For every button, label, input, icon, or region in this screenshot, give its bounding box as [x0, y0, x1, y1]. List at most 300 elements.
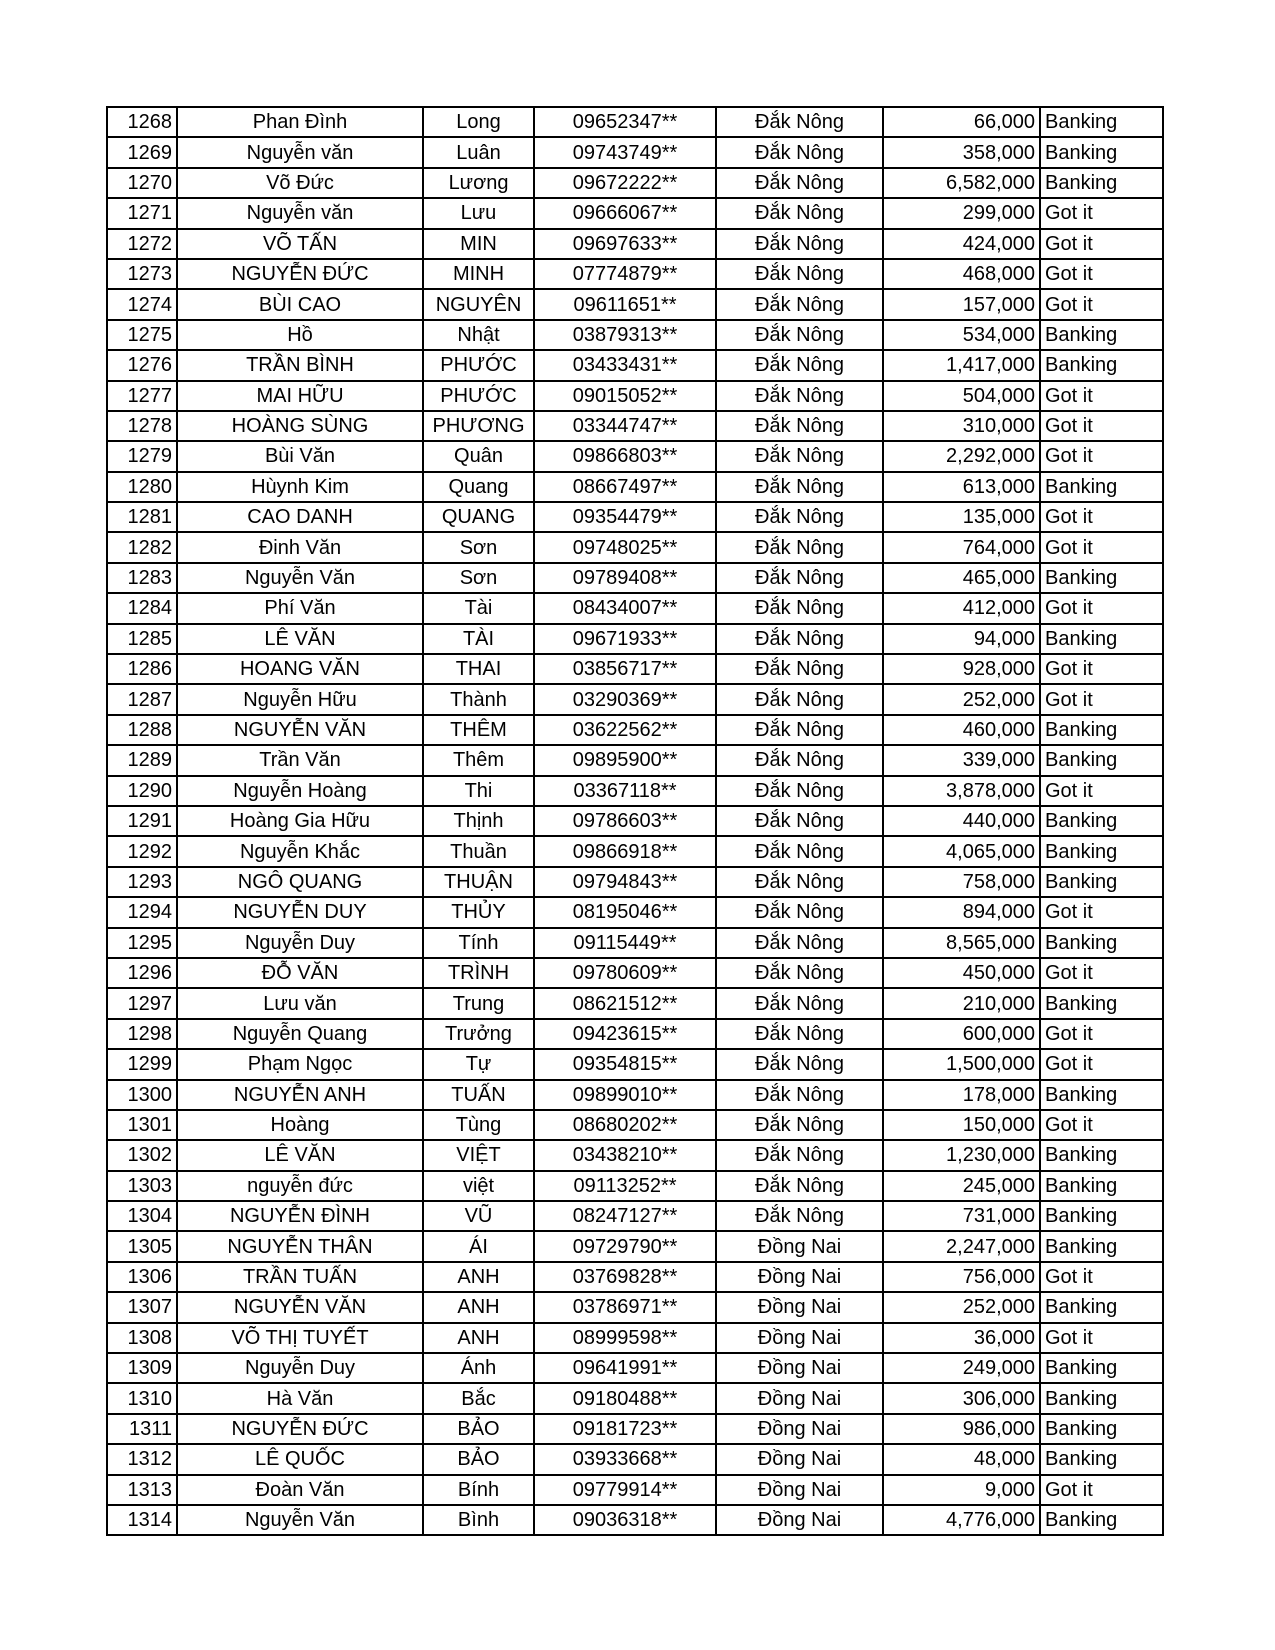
- cell-amount: 424,000: [883, 229, 1040, 259]
- table-row: [107, 168, 1163, 198]
- cell-amount: 299,000: [883, 198, 1040, 228]
- recipient-table: [106, 106, 1164, 1536]
- cell-status: Banking: [1040, 350, 1163, 380]
- table-row: [107, 1080, 1163, 1110]
- cell-phone-masked: 03856717**: [534, 654, 716, 684]
- cell-row-number: 1275: [107, 320, 177, 350]
- cell-last-middle-name: HOÀNG SÙNG: [177, 411, 423, 441]
- cell-given-name: Long: [423, 107, 534, 137]
- cell-province: Đắk Nông: [716, 684, 883, 714]
- cell-amount: 48,000: [883, 1444, 1040, 1474]
- table-row: [107, 1049, 1163, 1079]
- cell-last-middle-name: TRẦN TUẤN: [177, 1262, 423, 1292]
- cell-province: Đồng Nai: [716, 1505, 883, 1535]
- cell-amount: 2,247,000: [883, 1231, 1040, 1261]
- cell-last-middle-name: nguyễn đức: [177, 1171, 423, 1201]
- cell-amount: 894,000: [883, 897, 1040, 927]
- cell-row-number: 1283: [107, 563, 177, 593]
- table-body: [107, 107, 1163, 1535]
- table-row: [107, 1292, 1163, 1322]
- cell-province: Đắk Nông: [716, 715, 883, 745]
- cell-amount: 339,000: [883, 745, 1040, 775]
- table-row: [107, 1110, 1163, 1140]
- cell-given-name: BẢO: [423, 1444, 534, 1474]
- cell-given-name: Thành: [423, 684, 534, 714]
- cell-amount: 94,000: [883, 624, 1040, 654]
- cell-status: Banking: [1040, 107, 1163, 137]
- table-row: [107, 441, 1163, 471]
- cell-last-middle-name: BÙI CAO: [177, 289, 423, 319]
- table-row: [107, 563, 1163, 593]
- cell-given-name: Thi: [423, 776, 534, 806]
- cell-status: Banking: [1040, 867, 1163, 897]
- cell-status: Banking: [1040, 1505, 1163, 1535]
- cell-amount: 1,500,000: [883, 1049, 1040, 1079]
- cell-last-middle-name: LÊ VĂN: [177, 1140, 423, 1170]
- table-row: [107, 381, 1163, 411]
- table-row: [107, 1444, 1163, 1474]
- table-row: [107, 684, 1163, 714]
- cell-status: Got it: [1040, 502, 1163, 532]
- cell-last-middle-name: Lưu văn: [177, 988, 423, 1018]
- cell-province: Đồng Nai: [716, 1414, 883, 1444]
- cell-given-name: PHƯƠNG: [423, 411, 534, 441]
- cell-row-number: 1307: [107, 1292, 177, 1322]
- cell-phone-masked: 09779914**: [534, 1475, 716, 1505]
- cell-phone-masked: 09895900**: [534, 745, 716, 775]
- cell-last-middle-name: Hồ: [177, 320, 423, 350]
- cell-last-middle-name: MAI HỮU: [177, 381, 423, 411]
- table-row: [107, 1353, 1163, 1383]
- table-row: [107, 1383, 1163, 1413]
- cell-province: Đắk Nông: [716, 1019, 883, 1049]
- cell-given-name: Tài: [423, 593, 534, 623]
- cell-amount: 534,000: [883, 320, 1040, 350]
- cell-given-name: NGUYÊN: [423, 289, 534, 319]
- cell-given-name: THÊM: [423, 715, 534, 745]
- cell-row-number: 1268: [107, 107, 177, 137]
- cell-status: Banking: [1040, 1140, 1163, 1170]
- cell-amount: 1,417,000: [883, 350, 1040, 380]
- cell-given-name: Nhật: [423, 320, 534, 350]
- cell-phone-masked: 03433431**: [534, 350, 716, 380]
- cell-phone-masked: 09015052**: [534, 381, 716, 411]
- table-row: [107, 320, 1163, 350]
- cell-amount: 3,878,000: [883, 776, 1040, 806]
- cell-given-name: VŨ: [423, 1201, 534, 1231]
- cell-status: Got it: [1040, 441, 1163, 471]
- cell-province: Đắk Nông: [716, 1171, 883, 1201]
- cell-province: Đắk Nông: [716, 441, 883, 471]
- cell-phone-masked: 09115449**: [534, 928, 716, 958]
- cell-amount: 465,000: [883, 563, 1040, 593]
- table-row: [107, 137, 1163, 167]
- table-row: [107, 1201, 1163, 1231]
- table-row: [107, 350, 1163, 380]
- cell-status: Banking: [1040, 1231, 1163, 1261]
- cell-status: Banking: [1040, 1292, 1163, 1322]
- cell-phone-masked: 09789408**: [534, 563, 716, 593]
- cell-last-middle-name: Phan Đình: [177, 107, 423, 137]
- cell-amount: 6,582,000: [883, 168, 1040, 198]
- cell-phone-masked: 08621512**: [534, 988, 716, 1018]
- cell-given-name: Thêm: [423, 745, 534, 775]
- cell-phone-masked: 03933668**: [534, 1444, 716, 1474]
- table-row: [107, 988, 1163, 1018]
- cell-last-middle-name: NGÔ QUANG: [177, 867, 423, 897]
- cell-phone-masked: 09113252**: [534, 1171, 716, 1201]
- cell-given-name: TUẤN: [423, 1080, 534, 1110]
- cell-province: Đắk Nông: [716, 168, 883, 198]
- cell-phone-masked: 03769828**: [534, 1262, 716, 1292]
- cell-phone-masked: 09786603**: [534, 806, 716, 836]
- cell-phone-masked: 09697633**: [534, 229, 716, 259]
- cell-phone-masked: 09181723**: [534, 1414, 716, 1444]
- cell-given-name: Tùng: [423, 1110, 534, 1140]
- cell-amount: 613,000: [883, 472, 1040, 502]
- table-row: [107, 836, 1163, 866]
- cell-status: Got it: [1040, 259, 1163, 289]
- cell-province: Đắk Nông: [716, 958, 883, 988]
- cell-given-name: Ánh: [423, 1353, 534, 1383]
- cell-last-middle-name: NGUYỄN THÂN: [177, 1231, 423, 1261]
- cell-province: Đồng Nai: [716, 1444, 883, 1474]
- cell-given-name: Sơn: [423, 563, 534, 593]
- cell-province: Đắk Nông: [716, 502, 883, 532]
- cell-phone-masked: 03344747**: [534, 411, 716, 441]
- cell-row-number: 1280: [107, 472, 177, 502]
- table-row: [107, 897, 1163, 927]
- cell-row-number: 1276: [107, 350, 177, 380]
- cell-status: Got it: [1040, 1475, 1163, 1505]
- cell-amount: 450,000: [883, 958, 1040, 988]
- cell-last-middle-name: Nguyễn Duy: [177, 1353, 423, 1383]
- cell-status: Got it: [1040, 1110, 1163, 1140]
- cell-amount: 210,000: [883, 988, 1040, 1018]
- cell-given-name: BẢO: [423, 1414, 534, 1444]
- cell-last-middle-name: Nguyễn Hoàng: [177, 776, 423, 806]
- cell-given-name: Luân: [423, 137, 534, 167]
- cell-province: Đồng Nai: [716, 1262, 883, 1292]
- cell-province: Đắk Nông: [716, 1201, 883, 1231]
- cell-last-middle-name: NGUYỄN ĐỨC: [177, 1414, 423, 1444]
- cell-phone-masked: 09748025**: [534, 532, 716, 562]
- cell-province: Đồng Nai: [716, 1475, 883, 1505]
- cell-province: Đắk Nông: [716, 350, 883, 380]
- cell-row-number: 1277: [107, 381, 177, 411]
- cell-last-middle-name: Nguyễn Văn: [177, 1505, 423, 1535]
- table-row: [107, 593, 1163, 623]
- cell-given-name: Lương: [423, 168, 534, 198]
- cell-given-name: ANH: [423, 1292, 534, 1322]
- cell-phone-masked: 09743749**: [534, 137, 716, 167]
- cell-amount: 9,000: [883, 1475, 1040, 1505]
- cell-last-middle-name: CAO DANH: [177, 502, 423, 532]
- cell-last-middle-name: NGUYỄN ĐÌNH: [177, 1201, 423, 1231]
- cell-last-middle-name: VÕ THỊ TUYẾT: [177, 1323, 423, 1353]
- cell-given-name: Tự: [423, 1049, 534, 1079]
- cell-status: Banking: [1040, 806, 1163, 836]
- cell-last-middle-name: NGUYỄN DUY: [177, 897, 423, 927]
- cell-last-middle-name: Hùynh Kim: [177, 472, 423, 502]
- cell-row-number: 1287: [107, 684, 177, 714]
- table-row: [107, 958, 1163, 988]
- cell-province: Đắk Nông: [716, 624, 883, 654]
- cell-phone-masked: 08680202**: [534, 1110, 716, 1140]
- cell-phone-masked: 09866803**: [534, 441, 716, 471]
- cell-phone-masked: 08667497**: [534, 472, 716, 502]
- cell-row-number: 1289: [107, 745, 177, 775]
- cell-amount: 66,000: [883, 107, 1040, 137]
- cell-given-name: Sơn: [423, 532, 534, 562]
- cell-phone-masked: 09672222**: [534, 168, 716, 198]
- cell-amount: 504,000: [883, 381, 1040, 411]
- cell-row-number: 1273: [107, 259, 177, 289]
- cell-amount: 731,000: [883, 1201, 1040, 1231]
- cell-row-number: 1286: [107, 654, 177, 684]
- cell-row-number: 1314: [107, 1505, 177, 1535]
- cell-row-number: 1304: [107, 1201, 177, 1231]
- cell-phone-masked: 03622562**: [534, 715, 716, 745]
- cell-status: Got it: [1040, 532, 1163, 562]
- cell-amount: 4,776,000: [883, 1505, 1040, 1535]
- cell-given-name: QUANG: [423, 502, 534, 532]
- cell-province: Đắk Nông: [716, 1080, 883, 1110]
- cell-last-middle-name: VÕ TẤN: [177, 229, 423, 259]
- table-row: [107, 745, 1163, 775]
- cell-amount: 358,000: [883, 137, 1040, 167]
- cell-last-middle-name: NGUYỄN ANH: [177, 1080, 423, 1110]
- cell-status: Banking: [1040, 745, 1163, 775]
- table-row: [107, 229, 1163, 259]
- cell-given-name: THAI: [423, 654, 534, 684]
- cell-status: Got it: [1040, 958, 1163, 988]
- table-row: [107, 472, 1163, 502]
- cell-given-name: ÁI: [423, 1231, 534, 1261]
- cell-row-number: 1284: [107, 593, 177, 623]
- table-row: [107, 1140, 1163, 1170]
- cell-province: Đắk Nông: [716, 107, 883, 137]
- cell-status: Banking: [1040, 1201, 1163, 1231]
- cell-province: Đắk Nông: [716, 532, 883, 562]
- cell-last-middle-name: TRẦN BÌNH: [177, 350, 423, 380]
- table-row: [107, 1019, 1163, 1049]
- cell-status: Banking: [1040, 624, 1163, 654]
- table-row: [107, 806, 1163, 836]
- cell-phone-masked: 03438210**: [534, 1140, 716, 1170]
- cell-status: Got it: [1040, 897, 1163, 927]
- cell-given-name: việt: [423, 1171, 534, 1201]
- table-row: [107, 1323, 1163, 1353]
- cell-given-name: TRÌNH: [423, 958, 534, 988]
- cell-province: Đắk Nông: [716, 836, 883, 866]
- cell-row-number: 1313: [107, 1475, 177, 1505]
- table-row: [107, 532, 1163, 562]
- cell-status: Got it: [1040, 1323, 1163, 1353]
- cell-status: Got it: [1040, 411, 1163, 441]
- cell-row-number: 1279: [107, 441, 177, 471]
- cell-row-number: 1290: [107, 776, 177, 806]
- table-row: [107, 654, 1163, 684]
- cell-given-name: MINH: [423, 259, 534, 289]
- cell-phone-masked: 09866918**: [534, 836, 716, 866]
- cell-province: Đồng Nai: [716, 1353, 883, 1383]
- cell-row-number: 1271: [107, 198, 177, 228]
- cell-row-number: 1295: [107, 928, 177, 958]
- cell-given-name: THUẬN: [423, 867, 534, 897]
- table-row: [107, 1505, 1163, 1535]
- cell-amount: 150,000: [883, 1110, 1040, 1140]
- cell-phone-masked: 09729790**: [534, 1231, 716, 1261]
- cell-row-number: 1272: [107, 229, 177, 259]
- cell-province: Đắk Nông: [716, 259, 883, 289]
- cell-province: Đồng Nai: [716, 1383, 883, 1413]
- cell-province: Đắk Nông: [716, 381, 883, 411]
- cell-row-number: 1282: [107, 532, 177, 562]
- cell-row-number: 1291: [107, 806, 177, 836]
- cell-row-number: 1311: [107, 1414, 177, 1444]
- table-row: [107, 1262, 1163, 1292]
- table-row: [107, 259, 1163, 289]
- cell-province: Đắk Nông: [716, 897, 883, 927]
- cell-row-number: 1293: [107, 867, 177, 897]
- cell-amount: 178,000: [883, 1080, 1040, 1110]
- cell-status: Banking: [1040, 1353, 1163, 1383]
- cell-phone-masked: 09423615**: [534, 1019, 716, 1049]
- cell-status: Got it: [1040, 229, 1163, 259]
- cell-status: Got it: [1040, 1049, 1163, 1079]
- cell-row-number: 1297: [107, 988, 177, 1018]
- table-row: [107, 776, 1163, 806]
- cell-last-middle-name: Nguyễn văn: [177, 137, 423, 167]
- cell-last-middle-name: Nguyễn Hữu: [177, 684, 423, 714]
- cell-province: Đắk Nông: [716, 593, 883, 623]
- cell-amount: 412,000: [883, 593, 1040, 623]
- cell-phone-masked: 03367118**: [534, 776, 716, 806]
- cell-status: Got it: [1040, 1262, 1163, 1292]
- table-row: [107, 928, 1163, 958]
- cell-province: Đồng Nai: [716, 1292, 883, 1322]
- cell-province: Đắk Nông: [716, 472, 883, 502]
- cell-row-number: 1281: [107, 502, 177, 532]
- cell-row-number: 1303: [107, 1171, 177, 1201]
- cell-status: Got it: [1040, 776, 1163, 806]
- cell-row-number: 1301: [107, 1110, 177, 1140]
- cell-row-number: 1274: [107, 289, 177, 319]
- cell-status: Banking: [1040, 1171, 1163, 1201]
- cell-phone-masked: 09652347**: [534, 107, 716, 137]
- cell-given-name: Trung: [423, 988, 534, 1018]
- cell-amount: 460,000: [883, 715, 1040, 745]
- cell-status: Banking: [1040, 563, 1163, 593]
- cell-row-number: 1269: [107, 137, 177, 167]
- cell-phone-masked: 08195046**: [534, 897, 716, 927]
- cell-row-number: 1270: [107, 168, 177, 198]
- table-row: [107, 1475, 1163, 1505]
- cell-last-middle-name: NGUYỄN ĐỨC: [177, 259, 423, 289]
- cell-phone-masked: 09780609**: [534, 958, 716, 988]
- cell-amount: 157,000: [883, 289, 1040, 319]
- cell-status: Banking: [1040, 928, 1163, 958]
- cell-status: Banking: [1040, 472, 1163, 502]
- cell-last-middle-name: Nguyễn văn: [177, 198, 423, 228]
- cell-last-middle-name: Hà Văn: [177, 1383, 423, 1413]
- cell-row-number: 1306: [107, 1262, 177, 1292]
- cell-last-middle-name: HOANG VĂN: [177, 654, 423, 684]
- cell-province: Đắk Nông: [716, 1049, 883, 1079]
- cell-given-name: Quang: [423, 472, 534, 502]
- cell-province: Đắk Nông: [716, 776, 883, 806]
- cell-amount: 4,065,000: [883, 836, 1040, 866]
- cell-last-middle-name: Nguyễn Khắc: [177, 836, 423, 866]
- cell-status: Banking: [1040, 1080, 1163, 1110]
- cell-amount: 252,000: [883, 684, 1040, 714]
- cell-last-middle-name: Đinh Văn: [177, 532, 423, 562]
- cell-status: Banking: [1040, 988, 1163, 1018]
- cell-row-number: 1292: [107, 836, 177, 866]
- cell-phone-masked: 03786971**: [534, 1292, 716, 1322]
- cell-last-middle-name: Nguyễn Duy: [177, 928, 423, 958]
- cell-row-number: 1278: [107, 411, 177, 441]
- cell-status: Banking: [1040, 137, 1163, 167]
- cell-amount: 1,230,000: [883, 1140, 1040, 1170]
- cell-amount: 468,000: [883, 259, 1040, 289]
- cell-phone-masked: 08434007**: [534, 593, 716, 623]
- cell-phone-masked: 03290369**: [534, 684, 716, 714]
- cell-province: Đắk Nông: [716, 320, 883, 350]
- cell-status: Banking: [1040, 836, 1163, 866]
- cell-province: Đồng Nai: [716, 1323, 883, 1353]
- cell-row-number: 1305: [107, 1231, 177, 1261]
- cell-amount: 36,000: [883, 1323, 1040, 1353]
- cell-amount: 245,000: [883, 1171, 1040, 1201]
- cell-phone-masked: 09611651**: [534, 289, 716, 319]
- cell-last-middle-name: Đoàn Văn: [177, 1475, 423, 1505]
- cell-province: Đắk Nông: [716, 745, 883, 775]
- cell-row-number: 1299: [107, 1049, 177, 1079]
- cell-last-middle-name: NGUYỄN VĂN: [177, 1292, 423, 1322]
- cell-row-number: 1285: [107, 624, 177, 654]
- cell-row-number: 1309: [107, 1353, 177, 1383]
- cell-amount: 2,292,000: [883, 441, 1040, 471]
- cell-province: Đồng Nai: [716, 1231, 883, 1261]
- cell-phone-masked: 09899010**: [534, 1080, 716, 1110]
- cell-province: Đắk Nông: [716, 654, 883, 684]
- cell-row-number: 1294: [107, 897, 177, 927]
- cell-given-name: VIỆT: [423, 1140, 534, 1170]
- cell-last-middle-name: Bùi Văn: [177, 441, 423, 471]
- cell-status: Got it: [1040, 654, 1163, 684]
- cell-phone-masked: 08999598**: [534, 1323, 716, 1353]
- cell-given-name: Quân: [423, 441, 534, 471]
- cell-last-middle-name: Phí Văn: [177, 593, 423, 623]
- cell-amount: 8,565,000: [883, 928, 1040, 958]
- cell-last-middle-name: LÊ QUỐC: [177, 1444, 423, 1474]
- table-row: [107, 1171, 1163, 1201]
- table-row: [107, 715, 1163, 745]
- cell-province: Đắk Nông: [716, 563, 883, 593]
- cell-amount: 135,000: [883, 502, 1040, 532]
- cell-last-middle-name: NGUYỄN VĂN: [177, 715, 423, 745]
- cell-province: Đắk Nông: [716, 229, 883, 259]
- cell-province: Đắk Nông: [716, 928, 883, 958]
- cell-status: Banking: [1040, 1444, 1163, 1474]
- cell-amount: 440,000: [883, 806, 1040, 836]
- cell-province: Đắk Nông: [716, 411, 883, 441]
- cell-last-middle-name: Trần Văn: [177, 745, 423, 775]
- cell-status: Banking: [1040, 168, 1163, 198]
- cell-row-number: 1312: [107, 1444, 177, 1474]
